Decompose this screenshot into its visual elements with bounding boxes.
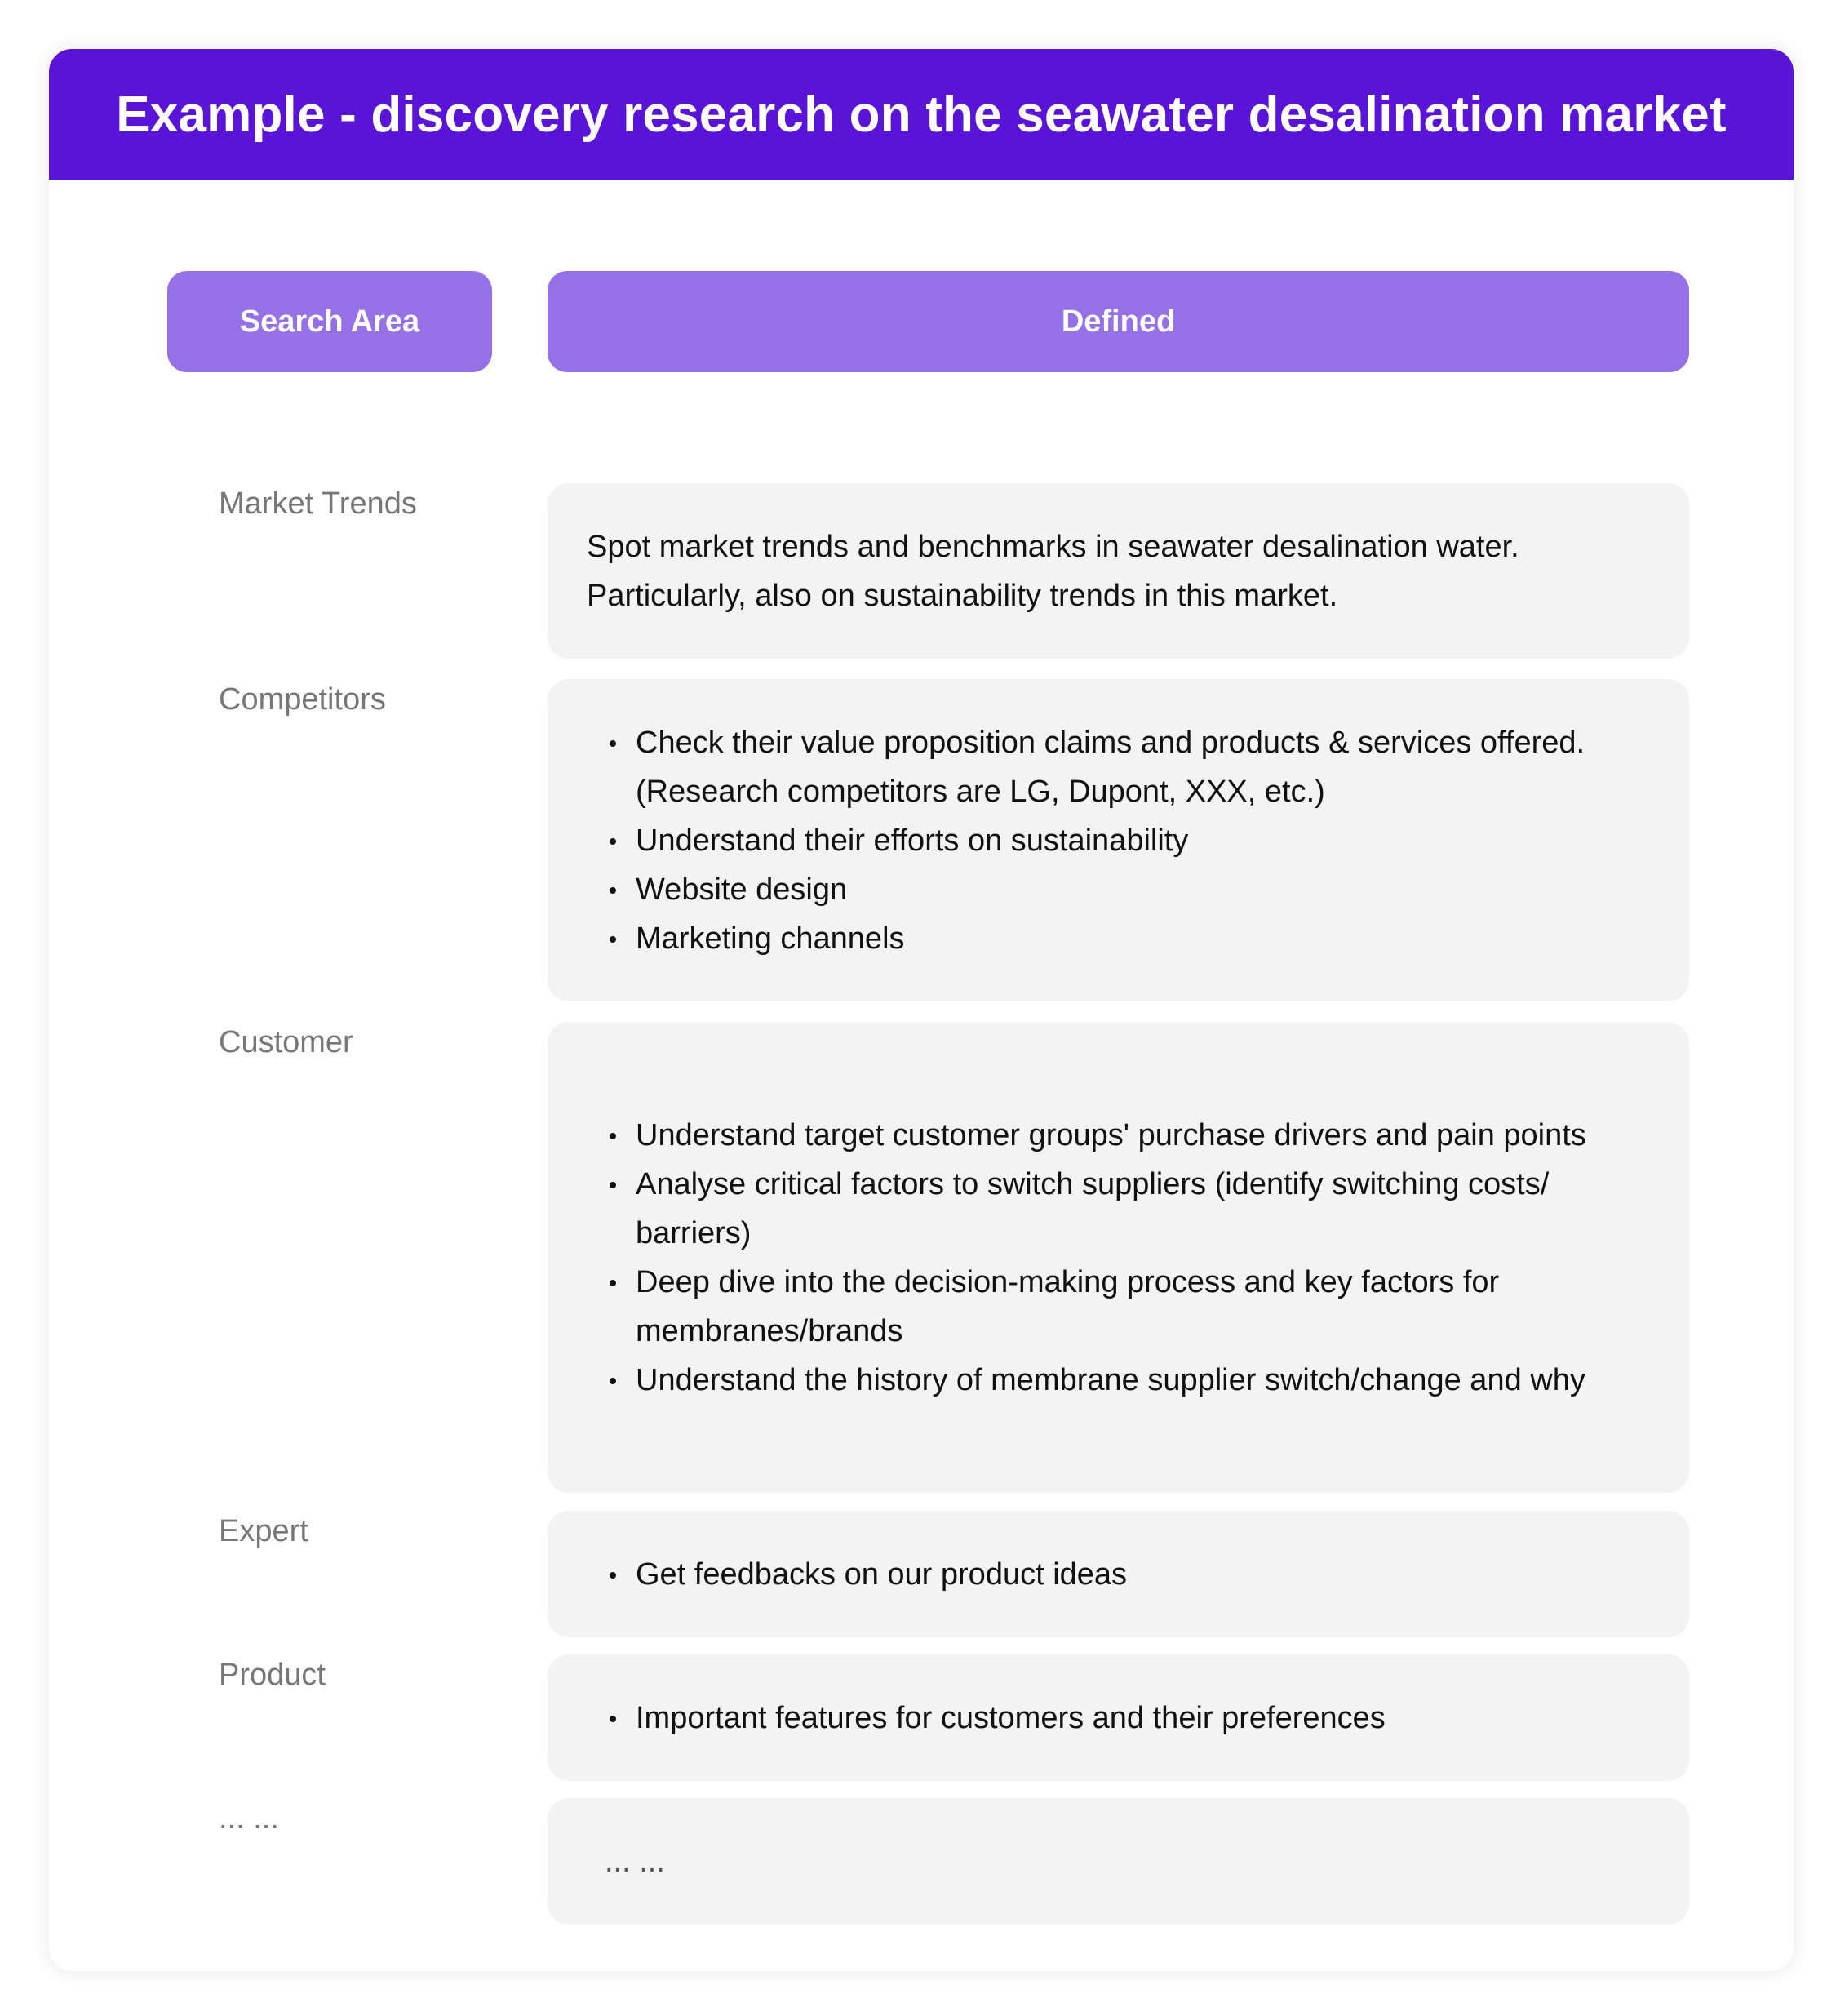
- row-label-more: ... ...: [219, 1801, 279, 1836]
- row-box-more: [548, 1798, 1689, 1925]
- row-label-market-trends: Market Trends: [219, 486, 417, 521]
- column-header-search-area: Search Area: [167, 271, 492, 372]
- list-item: Understand target customer groups' purchase drivers and pain points: [636, 1111, 1650, 1160]
- competitors-list: [587, 718, 1650, 963]
- list-item: Understand their efforts on sustainability: [636, 816, 1650, 865]
- row-box-competitors: [548, 679, 1689, 1001]
- list-item: Check their value proposition claims and products & services offered. (Research competitors are LG, Dupont, XXX, etc.): [636, 718, 1650, 816]
- page-title: Example - discovery research on the seawater desalination market: [116, 86, 1727, 143]
- more-text: ... ...: [605, 1844, 665, 1879]
- market-trends-text: Spot market trends and benchmarks in seawater desalination water. Particularly, also on sustainability trends in this market.: [587, 529, 1519, 613]
- expert-list: [587, 1550, 1127, 1599]
- row-box-expert: [548, 1511, 1689, 1637]
- list-item: Understand the history of membrane supplier switch/change and why: [636, 1356, 1650, 1405]
- row-box-market-trends: [548, 483, 1689, 659]
- row-label-competitors: Competitors: [219, 682, 386, 717]
- row-label-product: Product: [219, 1658, 326, 1692]
- research-card: [49, 49, 1794, 1971]
- list-item: Important features for customers and their preferences: [636, 1694, 1386, 1743]
- list-item: Marketing channels: [636, 914, 1650, 963]
- row-label-expert: Expert: [219, 1514, 308, 1548]
- column-header-defined: Defined: [548, 271, 1689, 372]
- list-item: Website design: [636, 865, 1650, 914]
- row-box-customer: [548, 1022, 1689, 1493]
- list-item: Get feedbacks on our product ideas: [636, 1550, 1127, 1599]
- list-item: Deep dive into the decision-making process and key factors for membranes/brands: [636, 1258, 1650, 1356]
- row-box-product: [548, 1654, 1689, 1781]
- list-item: Analyse critical factors to switch suppliers (identify switching costs/ barriers): [636, 1160, 1650, 1258]
- customer-list: [587, 1111, 1650, 1405]
- row-label-customer: Customer: [219, 1025, 353, 1059]
- title-banner: [49, 49, 1794, 180]
- product-list: [587, 1694, 1386, 1743]
